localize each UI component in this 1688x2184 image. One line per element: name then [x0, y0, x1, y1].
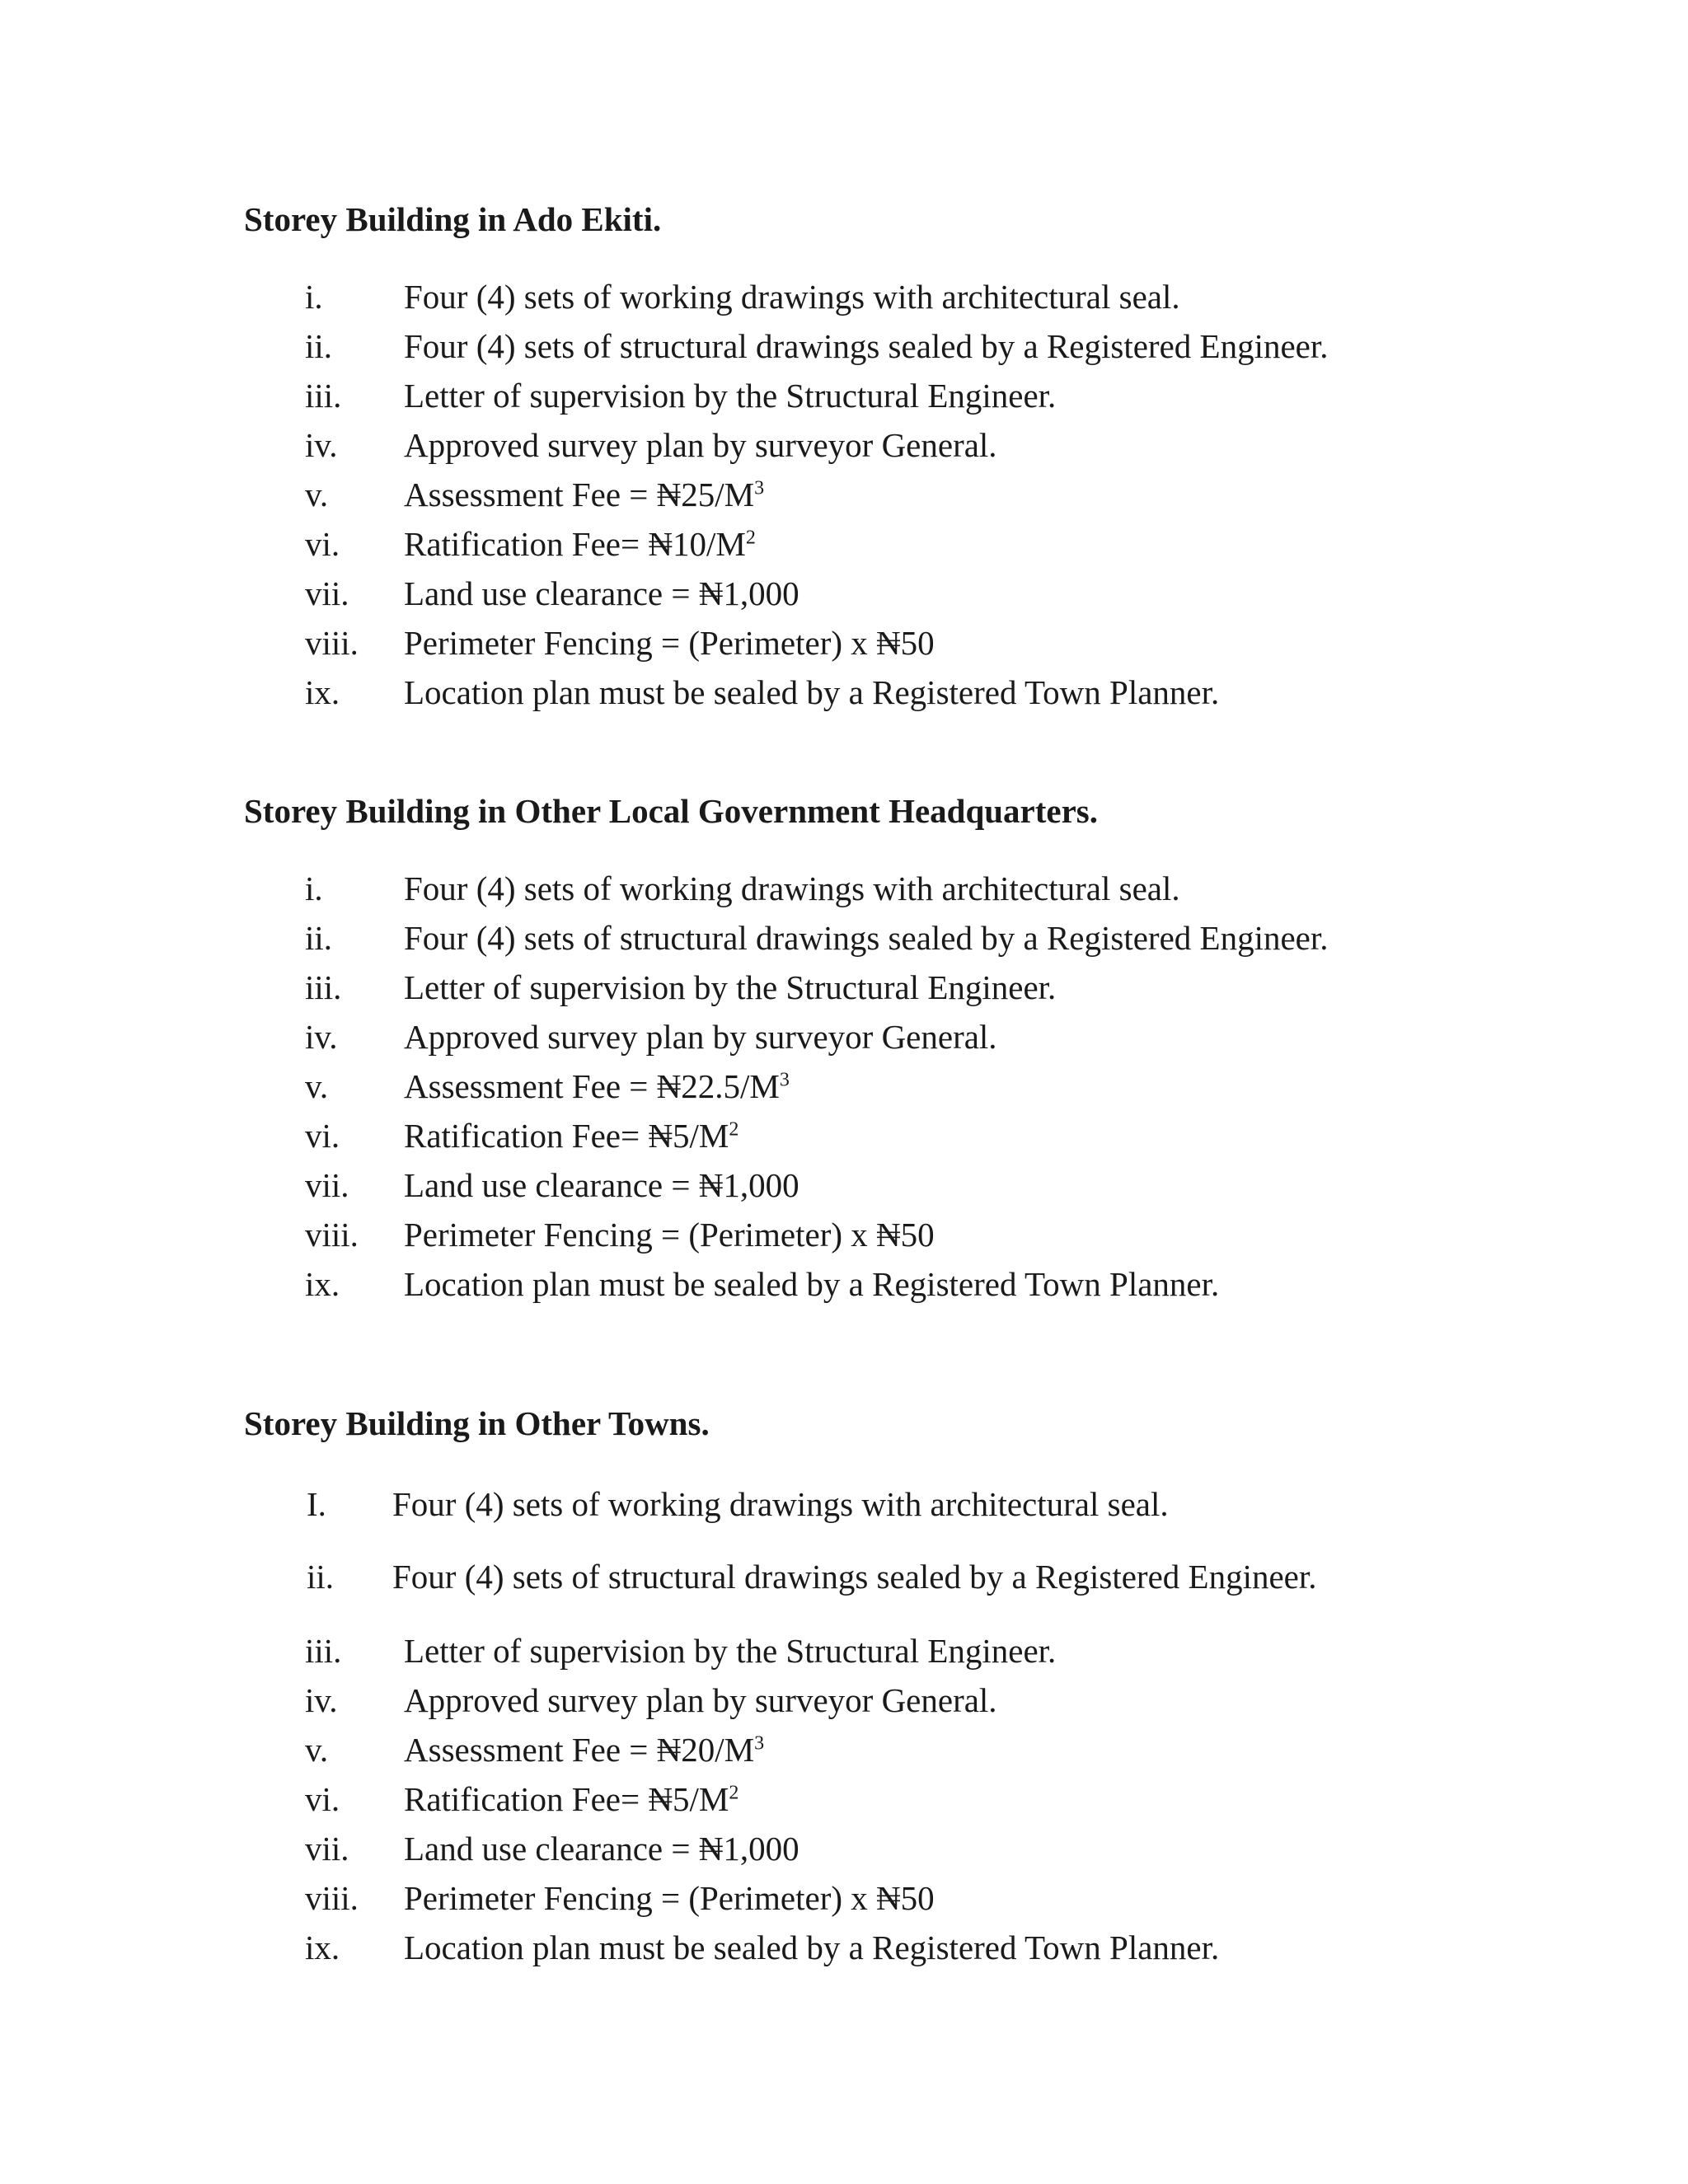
item-text: Location plan must be sealed by a Registered Town Planner. — [404, 673, 1220, 711]
list-item — [244, 1012, 1563, 1062]
item-text: Four (4) sets of structural drawings sealed by a Registered Engineer. — [404, 919, 1329, 957]
item-text: Four (4) sets of working drawings with architectural seal. — [404, 869, 1180, 907]
item-text: Letter of supervision by the Structural Engineer. — [404, 1632, 1057, 1670]
item-text: Ratification $Fee= ₦5/M^2$ — [404, 1780, 739, 1818]
requirements-list — [244, 1468, 1563, 1972]
item-text: Assessment Fee = $₦20/M^3$ — [404, 1731, 765, 1769]
item-text: Four (4) sets of structural drawings sealed by a Registered Engineer. — [392, 1558, 1317, 1596]
item-number: vii. — [305, 1830, 349, 1868]
item-text: Letter of supervision by the Structural Engineer. — [404, 377, 1057, 415]
list-item — [244, 1626, 1563, 1675]
requirements-list — [244, 864, 1563, 1309]
item-text: Approved survey plan by surveyor General. — [404, 1018, 997, 1056]
list-item — [244, 1824, 1563, 1873]
item-text: Four (4) sets of working drawings with architectural seal. — [404, 278, 1180, 316]
item-text: Four (4) sets of working drawings with architectural seal. — [392, 1485, 1169, 1523]
item-number: i. — [305, 869, 323, 907]
list-item — [244, 1468, 1563, 1540]
item-text: Assessment Fee = $₦22.5/M^3$ — [404, 1067, 790, 1105]
item-text: Four (4) sets of structural drawings sealed by a Registered Engineer. — [404, 327, 1329, 365]
item-text: Ratification $Fee= ₦10/M^2$ — [404, 525, 756, 563]
item-text: Land use clearance = ₦1,000 — [404, 574, 799, 612]
list-item — [244, 1725, 1563, 1774]
list-item — [244, 1160, 1563, 1210]
item-number: ii. — [305, 327, 333, 365]
list-item — [244, 618, 1563, 668]
section-title: Storey Building in Other Local Government Headquarters. — [244, 792, 1099, 830]
item-number: viii. — [305, 624, 359, 662]
item-text: Location plan must be sealed by a Registered Town Planner. — [404, 1929, 1220, 1966]
item-number: iv. — [305, 1018, 338, 1056]
section-ado-ekiti — [244, 199, 1563, 717]
list-item — [244, 569, 1563, 618]
list-item — [244, 272, 1563, 321]
item-number: v. — [305, 1731, 329, 1769]
item-text: Ratification $Fee= ₦5/M^2$ — [404, 1117, 739, 1155]
requirements-list — [244, 272, 1563, 717]
list-item — [244, 1210, 1563, 1259]
list-item — [244, 371, 1563, 420]
list-item — [244, 470, 1563, 519]
item-number: iii. — [305, 377, 342, 415]
item-text: Land use clearance = ₦1,000 — [404, 1830, 799, 1868]
list-item — [244, 1111, 1563, 1160]
item-number: iii. — [305, 1632, 342, 1670]
item-number: ix. — [305, 1929, 340, 1966]
item-text: Perimeter Fencing = (Perimeter) x ₦50 — [404, 1879, 935, 1917]
item-number: v. — [305, 1067, 329, 1105]
list-item — [244, 519, 1563, 569]
list-item — [244, 1062, 1563, 1111]
item-text: Land use clearance = ₦1,000 — [404, 1166, 799, 1204]
item-text: Approved survey plan by surveyor General. — [404, 1681, 997, 1719]
list-item — [244, 963, 1563, 1012]
item-number: v. — [305, 476, 329, 513]
item-text: Letter of supervision by the Structural Engineer. — [404, 968, 1057, 1006]
item-number: iii. — [305, 968, 342, 1006]
item-number: I. — [307, 1485, 326, 1523]
list-item — [244, 1259, 1563, 1309]
list-item — [244, 420, 1563, 470]
item-text: Assessment Fee = $₦25/M^3$ — [404, 476, 765, 513]
section-local-government-hq — [244, 791, 1563, 1309]
item-text: Perimeter Fencing = (Perimeter) x ₦50 — [404, 1216, 935, 1254]
item-number: vi. — [305, 1780, 340, 1818]
item-number: iv. — [305, 426, 338, 464]
item-number: ix. — [305, 673, 340, 711]
item-text: Approved survey plan by surveyor General. — [404, 426, 997, 464]
item-text: Perimeter Fencing = (Perimeter) x ₦50 — [404, 624, 935, 662]
list-item — [244, 668, 1563, 717]
list-item — [244, 913, 1563, 963]
item-number: vi. — [305, 1117, 340, 1155]
item-number: viii. — [305, 1216, 359, 1254]
item-text: Location plan must be sealed by a Registered Town Planner. — [404, 1265, 1220, 1303]
item-number: ii. — [305, 919, 333, 957]
section-title: Storey Building in Ado Ekiti. — [244, 200, 662, 238]
list-item — [244, 1873, 1563, 1923]
list-item — [244, 1774, 1563, 1824]
list-item — [244, 1923, 1563, 1972]
list-item — [244, 1675, 1563, 1725]
item-number: iv. — [305, 1681, 338, 1719]
list-item — [244, 321, 1563, 371]
item-number: vii. — [305, 574, 349, 612]
item-number: viii. — [305, 1879, 359, 1917]
item-number: vii. — [305, 1166, 349, 1204]
item-number: ii. — [307, 1558, 335, 1596]
item-number: i. — [305, 278, 323, 316]
list-item — [244, 864, 1563, 913]
section-title: Storey Building in Other Towns. — [244, 1404, 710, 1442]
item-number: vi. — [305, 525, 340, 563]
list-item — [244, 1540, 1563, 1613]
item-number: ix. — [305, 1265, 340, 1303]
section-other-towns — [244, 1404, 1563, 1972]
